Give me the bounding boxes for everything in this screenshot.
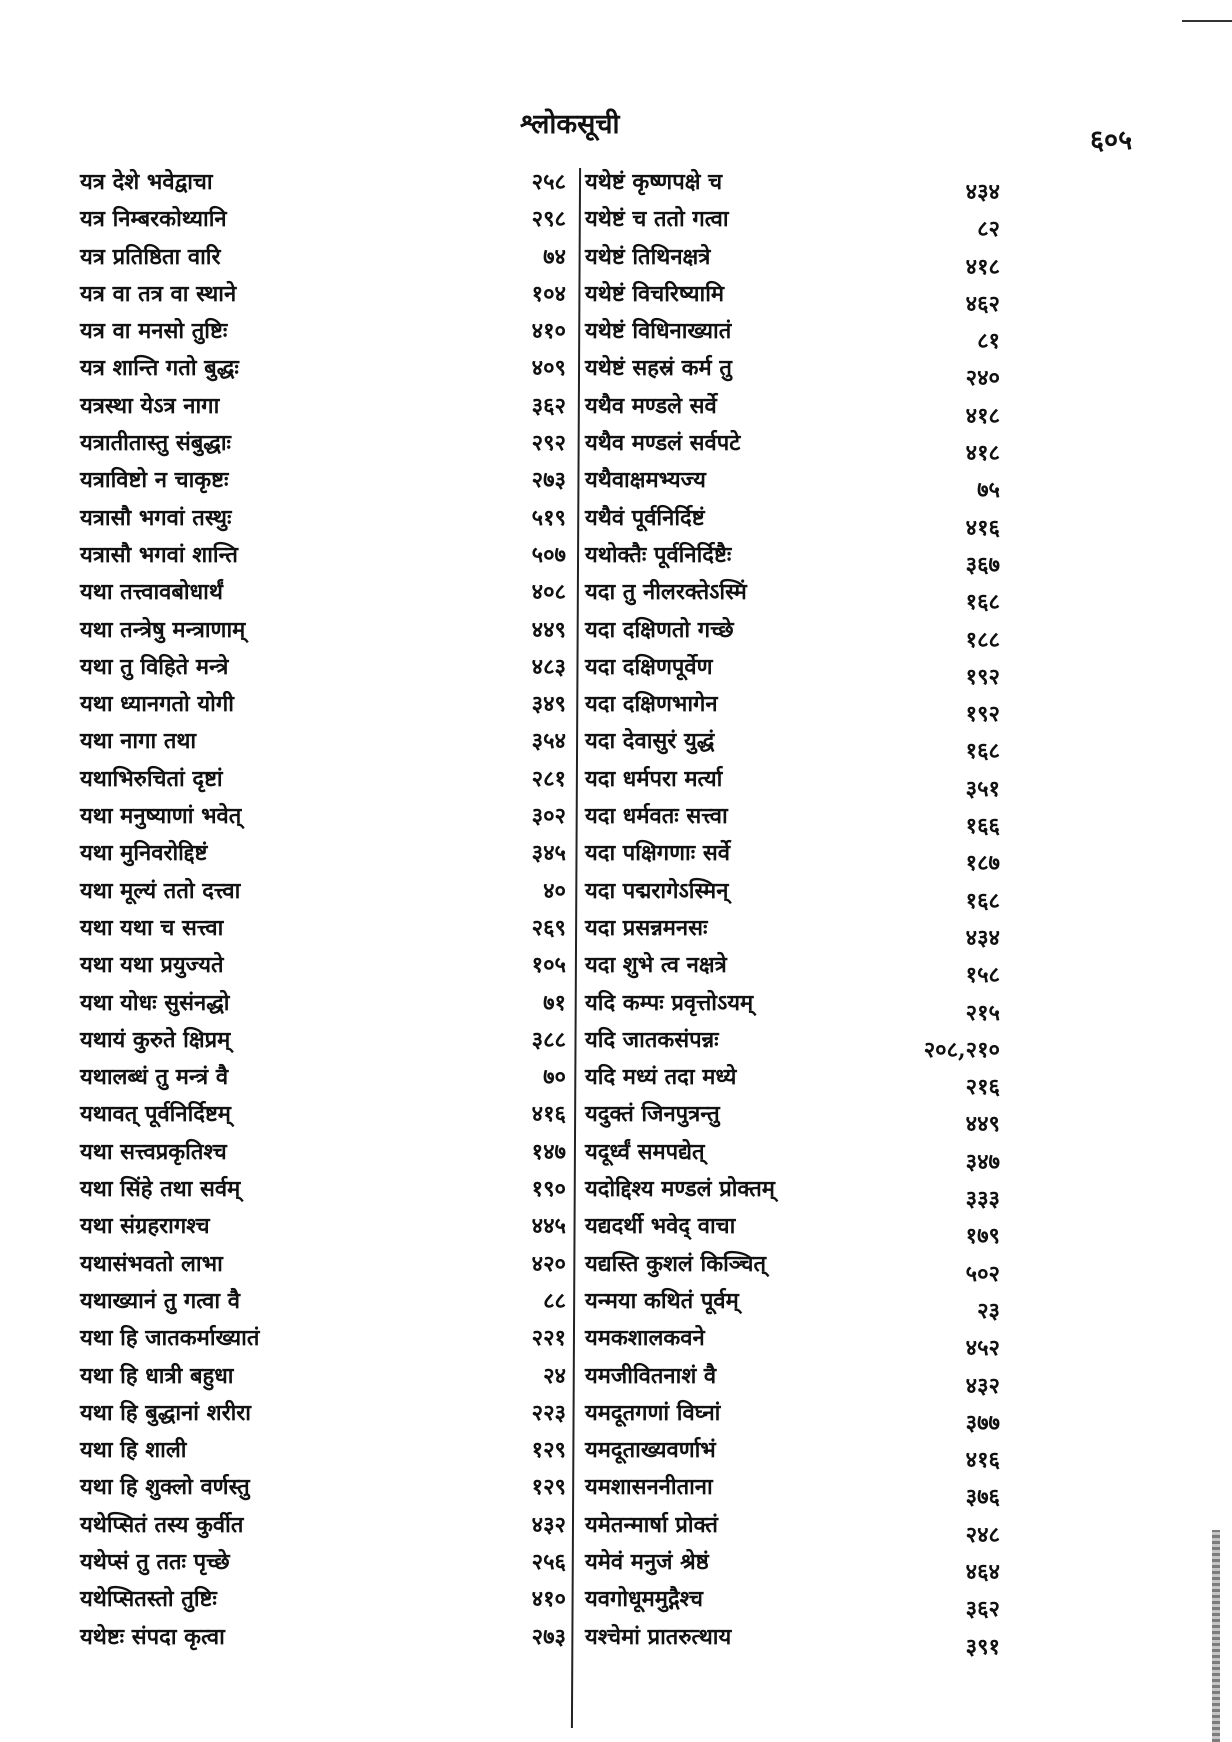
verse-text: यदा धर्मवतः सत्त्वा: [585, 803, 728, 830]
verse-text: यथा ध्यानगतो योगी: [80, 691, 234, 718]
page-reference: ३५१: [965, 775, 1000, 802]
index-entry: [585, 1430, 1000, 1474]
page-reference: ४१६: [531, 1101, 566, 1128]
index-entry: [585, 1318, 1000, 1362]
index-entry: [585, 535, 1000, 578]
page-reference: ३५४: [531, 728, 566, 755]
index-entry: [80, 945, 570, 982]
page-reference: १६८: [965, 887, 1000, 914]
page-reference: १४७: [531, 1138, 566, 1165]
index-entry: [585, 572, 1000, 616]
verse-text: यथेष्टं विधिनाख्यातं: [585, 318, 732, 345]
page-reference: २१५: [965, 999, 1000, 1026]
index-entry: [585, 1057, 1000, 1101]
page-reference: ४०: [543, 877, 566, 904]
index-entry: [585, 1206, 1000, 1250]
verse-text: यदा दक्षिणपूर्वेण: [585, 653, 713, 680]
page-reference: २४०: [965, 365, 1000, 392]
page-reference: ७४: [543, 243, 566, 270]
page-reference: १६८: [965, 589, 1000, 616]
index-entry: [80, 796, 570, 833]
page-reference: २९८: [531, 206, 566, 233]
index-entry: [80, 1393, 570, 1430]
page-reference: १९२: [965, 701, 1000, 728]
index-entry: [80, 833, 570, 870]
index-entry: [80, 162, 570, 199]
verse-text: यथोक्तैः पूर्वनिर्दिष्टैः: [585, 541, 732, 568]
index-entry: [585, 311, 1000, 355]
verse-text: यथा मनुष्याणां भवेत्: [80, 803, 242, 830]
index-entry: [585, 1505, 1000, 1548]
verse-text: यदा तु नीलरक्तेऽस्मिं: [585, 579, 747, 606]
left-column: [80, 162, 570, 1654]
verse-text: यथालब्धं तु मन्त्रं वै: [80, 1064, 229, 1091]
verse-text: यथेप्सं तु ततः पृच्छे: [80, 1548, 230, 1575]
verse-text: यथा मुनिवरोद्दिष्टं: [80, 840, 208, 867]
page-reference: ३७७: [965, 1409, 1000, 1436]
page-reference: ५०७: [531, 541, 566, 568]
verse-text: यमेतन्मार्षा प्रोक्तं: [585, 1511, 718, 1538]
index-entry: [80, 535, 570, 572]
index-entry: [585, 1542, 1000, 1585]
verse-text: यथेप्सितं तस्य कुर्वीत: [80, 1511, 244, 1538]
index-entry: [585, 460, 1000, 504]
verse-text: यश्चेमां प्रातरुत्थाय: [585, 1623, 732, 1650]
index-entry: [585, 423, 1000, 467]
page-reference: ३४७: [965, 1148, 1000, 1175]
page-reference: ४३२: [965, 1372, 1000, 1399]
verse-text: यत्रस्था येऽत्र नागा: [80, 392, 220, 419]
index-entry: [585, 348, 1000, 392]
page-reference: ५१९: [531, 504, 566, 531]
index-entry: [80, 1542, 570, 1579]
page-reference: ३४५: [531, 840, 566, 867]
verse-text: यथेष्टं च ततो गत्वा: [585, 206, 729, 233]
index-entry: [80, 311, 570, 348]
page-reference: ४०८: [531, 579, 566, 606]
page-reference: २६९: [531, 914, 566, 941]
page-reference: २७३: [531, 467, 566, 494]
index-entry: [585, 1094, 1000, 1138]
page-reference: १२९: [531, 1437, 566, 1464]
page-reference: ४६२: [965, 290, 1000, 317]
index-entry: [585, 983, 1000, 1026]
index-entry: [80, 386, 570, 423]
verse-text: यथा हि जातकर्माख्यातं: [80, 1325, 260, 1352]
page-reference: ३७६: [965, 1484, 1000, 1511]
page-reference: १२९: [531, 1474, 566, 1501]
index-entry: [80, 1505, 570, 1542]
verse-text: यथा योधः सुसंनद्धो: [80, 989, 230, 1016]
page-reference: १०४: [531, 280, 566, 307]
page-reference: ३०२: [531, 803, 566, 830]
verse-text: यत्र वा तत्र वा स्थाने: [80, 280, 237, 307]
index-entry: [585, 237, 1000, 280]
verse-text: यदा शुभे त्व नक्षत्रे: [585, 952, 727, 979]
index-entry: [585, 796, 1000, 840]
index-entry: [80, 684, 570, 721]
verse-text: यथा संग्रहरागश्च: [80, 1213, 210, 1240]
index-entry: [80, 908, 570, 945]
page-reference: २५८: [531, 169, 566, 195]
index-entry: [585, 498, 1000, 541]
page-reference: ४१०: [531, 1586, 566, 1613]
index-entry: [585, 610, 1000, 653]
index-entry: [80, 572, 570, 609]
page-reference: ३४९: [531, 691, 566, 718]
page-reference: २८१: [531, 765, 566, 792]
page-reference: १५८: [965, 962, 1000, 989]
verse-text: यथा हि धात्री बहुधा: [80, 1362, 234, 1389]
index-entry: [585, 274, 1000, 317]
page-reference: ८२: [977, 216, 1000, 243]
page-reference: ४१०: [531, 318, 566, 345]
verse-text: यथाख्यानं तु गत्वा वै: [80, 1287, 240, 1314]
verse-text: यथायं कुरुते क्षिप्रम्: [80, 1026, 231, 1053]
page-reference: ३८८: [531, 1026, 566, 1053]
index-entry: [80, 1356, 570, 1393]
verse-text: यथा यथा प्रयुज्यते: [80, 952, 224, 979]
index-entry: [80, 1057, 570, 1094]
index-entry: [585, 833, 1000, 877]
page-reference: ३६२: [965, 1596, 1000, 1623]
verse-text: यमदूताख्यवर्णाभं: [585, 1437, 716, 1464]
page-reference: ४४५: [531, 1213, 566, 1240]
page-reference: ४६४: [965, 1558, 1000, 1585]
verse-text: यद्यस्ति कुशलं किञ्चित्: [585, 1250, 767, 1277]
verse-text: यमशासननीताना: [585, 1474, 713, 1501]
verse-text: यद्यदर्थी भवेद् वाचा: [585, 1213, 736, 1240]
page-reference: १०५: [531, 952, 566, 979]
index-entry: [80, 423, 570, 460]
verse-text: यथा हि बुद्धानां शरीरा: [80, 1399, 251, 1426]
verse-text: यथाभिरुचितां दृष्टां: [80, 765, 223, 792]
verse-text: यथैवाक्षमभ्यज्य: [585, 467, 706, 494]
verse-text: यथेष्टं कृष्णपक्षे च: [585, 169, 723, 195]
page-reference: ७१: [543, 989, 566, 1016]
page-reference: ४१८: [965, 440, 1000, 467]
page-reference: ५०२: [965, 1260, 1000, 1287]
verse-text: यदोद्दिश्य मण्डलं प्रोक्तम्: [585, 1176, 775, 1203]
verse-text: यमदूतगणां विघ्नां: [585, 1399, 721, 1426]
page-reference: २१६: [965, 1074, 1000, 1101]
verse-text: यथा यथा च सत्त्वा: [80, 914, 224, 941]
page-reference: ३६२: [531, 392, 566, 419]
page-reference: २७३: [531, 1623, 566, 1650]
page-reference: ७५: [977, 477, 1000, 504]
verse-text: यत्र वा मनसो तुष्टिः: [80, 318, 228, 345]
page-reference: ४२०: [531, 1250, 566, 1277]
page-reference: २०८,२१०: [923, 1036, 1000, 1063]
index-entry: [585, 647, 1000, 690]
page-reference: ४१८: [965, 402, 1000, 429]
index-entry: [585, 1132, 1000, 1175]
page-reference: २३: [977, 1297, 1000, 1324]
index-entry: [80, 1020, 570, 1057]
index-entry: [80, 498, 570, 535]
verse-text: यदि कम्पः प्रवृत्तोऽयम्: [585, 989, 754, 1016]
page-reference: ४३४: [965, 179, 1000, 205]
index-entry: [585, 199, 1000, 243]
index-entry: [585, 871, 1000, 914]
verse-text: यथेप्सितस्तो तुष्टिः: [80, 1586, 217, 1613]
scan-margin-artifact: [1212, 1530, 1220, 1742]
verse-text: यदा धर्मपरा मर्त्या: [585, 765, 723, 792]
index-entry: [80, 1206, 570, 1243]
verse-text: यथेष्टं तिथिनक्षत्रे: [585, 243, 711, 270]
page-reference: १६६: [965, 813, 1000, 840]
verse-text: यदुक्तं जिनपुत्रन्तु: [585, 1101, 720, 1128]
page-reference: २४: [543, 1362, 566, 1389]
page-number: ६०५: [1090, 125, 1133, 156]
verse-text: यदा प्रसन्नमनसः: [585, 914, 708, 941]
verse-text: यत्र देशे भवेद्वाचा: [80, 169, 213, 195]
verse-text: यथा तु विहिते मन्त्रे: [80, 653, 229, 680]
index-entry: [585, 684, 1000, 728]
verse-text: यत्र निम्बरकोथ्यानि: [80, 206, 227, 233]
page-reference: १६८: [965, 738, 1000, 765]
page-reference: २५६: [531, 1548, 566, 1575]
index-entry: [80, 1132, 570, 1169]
index-entry: [80, 1169, 570, 1206]
index-entry: [80, 1244, 570, 1281]
page-reference: १९२: [965, 663, 1000, 690]
verse-text: यन्मया कथितं पूर्वम्: [585, 1287, 739, 1314]
index-entry: [585, 1281, 1000, 1324]
index-entry: [80, 348, 570, 385]
verse-text: यथैव मण्डले सर्वे: [585, 392, 717, 419]
index-entry: [80, 274, 570, 311]
page-reference: २९२: [531, 430, 566, 457]
page-reference: ३६७: [965, 551, 1000, 578]
verse-text: यत्र शान्ति गतो बुद्धः: [80, 355, 239, 382]
page-reference: ४५२: [965, 1335, 1000, 1362]
page-reference: ४४९: [965, 1111, 1000, 1138]
index-entry: [80, 1281, 570, 1318]
page-reference: ३३३: [965, 1186, 1000, 1213]
verse-text: यथा सत्त्वप्रकृतिश्च: [80, 1138, 227, 1165]
index-entry: [585, 162, 1000, 205]
index-entry: [585, 1244, 1000, 1287]
page-reference: २२१: [531, 1325, 566, 1352]
page-reference: १८८: [965, 626, 1000, 653]
verse-text: यत्रासौ भगवां तस्थुः: [80, 504, 232, 531]
page-reference: ८८: [543, 1287, 566, 1314]
page-reference: १८७: [965, 850, 1000, 877]
page-title: श्लोकसूची: [520, 109, 620, 140]
verse-text: यथासंभवतो लाभा: [80, 1250, 223, 1277]
index-entry: [585, 1393, 1000, 1436]
index-entry: [80, 647, 570, 684]
page-reference: ४१६: [965, 1447, 1000, 1474]
page-reference: ४१६: [965, 514, 1000, 541]
verse-text: यथा हि शाली: [80, 1437, 187, 1464]
column-divider: [571, 168, 581, 1728]
page-reference: २२३: [531, 1399, 566, 1426]
page-reference: १९०: [531, 1176, 566, 1203]
verse-text: यत्र प्रतिष्ठिता वारि: [80, 243, 221, 270]
page-reference: ४३४: [965, 924, 1000, 951]
verse-text: यथा तत्त्वावबोधार्थं: [80, 579, 223, 606]
page-reference: २४८: [965, 1521, 1000, 1548]
index-entry: [80, 721, 570, 758]
index-entry: [585, 721, 1000, 765]
verse-text: यदि मध्यं तदा मध्ये: [585, 1064, 737, 1091]
verse-text: यथेष्टं विचरिष्यामि: [585, 280, 725, 307]
verse-text: यदि जातकसंपन्नः: [585, 1026, 719, 1053]
page-reference: ८१: [977, 328, 1000, 355]
scan-edge-line: [1182, 20, 1232, 22]
verse-text: यत्रासौ भगवां शान्ति: [80, 541, 238, 568]
verse-text: यथा सिंहे तथा सर्वम्: [80, 1176, 241, 1203]
verse-text: यमेवं मनुजं श्रेष्ठं: [585, 1548, 709, 1575]
page-reference: ४१८: [965, 253, 1000, 280]
right-column: [585, 162, 1000, 1660]
index-entry: [585, 1579, 1000, 1623]
index-entry: [585, 1617, 1000, 1660]
verse-text: यदूर्ध्वं समपद्येत्: [585, 1138, 705, 1165]
index-entry: [585, 1356, 1000, 1399]
index-entry: [80, 983, 570, 1020]
page-reference: ४३२: [531, 1511, 566, 1538]
page-reference: ३९१: [965, 1633, 1000, 1660]
verse-text: यत्राविष्टो न चाकृष्टः: [80, 467, 229, 494]
page-reference: १७९: [965, 1223, 1000, 1250]
page-reference: ४०९: [531, 355, 566, 382]
verse-text: यमजीवितनाशं वै: [585, 1362, 717, 1389]
index-entry: [80, 1094, 570, 1131]
verse-text: यथेष्टं सहस्रं कर्म तु: [585, 355, 732, 382]
verse-text: यदा देवासुरं युद्धं: [585, 728, 715, 755]
verse-text: यथावत् पूर्वनिर्दिष्टम्: [80, 1101, 231, 1128]
index-entry: [80, 1579, 570, 1616]
index-entry: [80, 1430, 570, 1467]
index-entry: [80, 199, 570, 236]
index-entry: [585, 1020, 1000, 1063]
index-entry: [585, 759, 1000, 802]
verse-text: यदा दक्षिणभागेन: [585, 691, 718, 718]
verse-text: यवगोधूममुद्गैश्च: [585, 1586, 703, 1613]
verse-text: यथा नागा तथा: [80, 728, 197, 755]
index-entry: [80, 871, 570, 908]
verse-text: यदा पक्षिगणाः सर्वे: [585, 840, 730, 867]
index-entry: [585, 908, 1000, 951]
index-entry: [585, 386, 1000, 429]
index-entry: [585, 945, 1000, 989]
verse-text: यत्रातीतास्तु संबुद्धाः: [80, 430, 231, 457]
index-entry: [80, 460, 570, 497]
index-entry: [80, 1467, 570, 1504]
index-entry: [80, 1617, 570, 1654]
page-reference: ४४९: [531, 616, 566, 643]
verse-text: यथा मूल्यं ततो दत्त्वा: [80, 877, 241, 904]
verse-text: यथा तन्त्रेषु मन्त्राणाम्: [80, 616, 246, 643]
index-entry: [80, 1318, 570, 1355]
page-reference: ७०: [543, 1064, 566, 1091]
index-entry: [585, 1169, 1000, 1213]
verse-text: यदा दक्षिणतो गच्छे: [585, 616, 734, 643]
page-reference: ४८३: [531, 653, 566, 680]
verse-text: यथेष्टः संपदा कृत्वा: [80, 1623, 225, 1650]
page-header: [0, 104, 1232, 156]
index-entry: [80, 237, 570, 274]
verse-text: यथैव मण्डलं सर्वपटे: [585, 430, 741, 457]
index-entry: [80, 759, 570, 796]
index-entry: [585, 1467, 1000, 1511]
verse-text: यदा पद्मरागेऽस्मिन्: [585, 877, 729, 904]
verse-text: यमकशालकवने: [585, 1325, 705, 1352]
verse-text: यथैवं पूर्वनिर्दिष्टं: [585, 504, 705, 531]
index-entry: [80, 610, 570, 647]
verse-text: यथा हि शुक्लो वर्णस्तु: [80, 1474, 250, 1501]
